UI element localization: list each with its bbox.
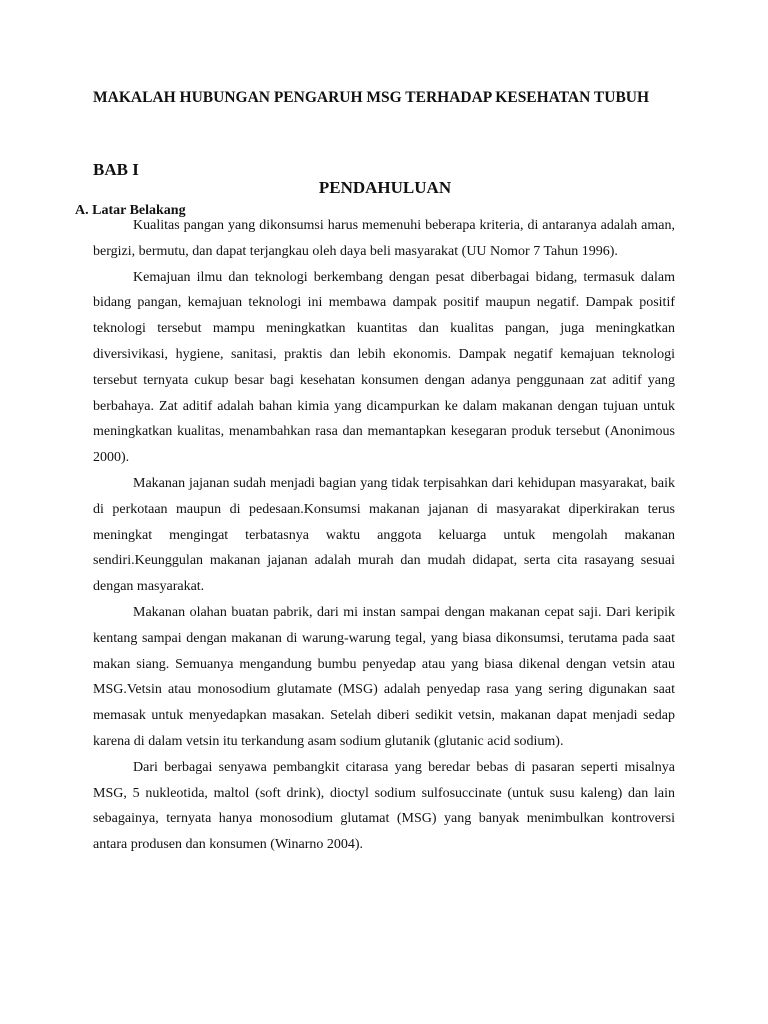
paragraph: Makanan olahan buatan pabrik, dari mi instan sampai dengan makanan cepat saji. Dari keripik kentang sampai dengan makanan di warung-warung tegal, yang biasa dikonsumsi, terutama pada saat makan siang. Semuanya mengandung bumbu penyedap atau yang biasa dikenal dengan vetsin atau MSG.Vetsin atau monosodium glutamate (MSG) adalah penyedap rasa yang sering digunakan saat memasak untuk menyedapkan masakan. Setelah diberi sedikit vetsin, makanan dapat menjadi sedap karena di dalam vetsin itu terkandung asam sodium glutanik (glutanic acid sodium). xyxy=(93,604,675,749)
paragraph: Kualitas pangan yang dikonsumsi harus memenuhi beberapa kriteria, di antaranya adalah aman, bergizi, bermutu, dan dapat terjangkau oleh daya beli masyarakat (UU Nomor 7 Tahun 1996). xyxy=(93,218,675,259)
chapter-title-text: PENDAHULUAN xyxy=(318,178,452,197)
section-heading: A. Latar Belakang xyxy=(75,203,186,218)
document-title: MAKALAH HUBUNGAN PENGARUH MSG TERHADAP KESEHATAN TUBUH xyxy=(93,89,650,106)
document-body xyxy=(93,213,675,858)
paragraph: Kemajuan ilmu dan teknologi berkembang dengan pesat diberbagai bidang, termasuk dalam bidang pangan, kemajuan teknologi ini membawa dampak positif maupun negatif. Dampak positif teknologi tersebut mampu meningkatkan kuantitas dan kualitas pangan, juga meningkatkan diversivikasi, hygiene, sanitasi, praktis dan lebih ekonomis. Dampak negatif kemajuan teknologi tersebut ternyata cukup besar bagi kesehatan konsumen dengan adanya penggunaan zat aditif yang berbahaya. Zat aditif adalah bahan kimia yang dicampurkan ke dalam makanan dengan tujuan untuk meningkatkan kualitas, menambahkan rasa dan memantapkan kesegaran produk tersebut (Anonimous 2000). xyxy=(93,269,675,466)
chapter-title xyxy=(0,178,768,198)
chapter-number: BAB I xyxy=(93,160,139,179)
paragraph: Makanan jajanan sudah menjadi bagian yang tidak terpisahkan dari kehidupan masyarakat, baik di perkotaan maupun di pedesaan.Konsumsi makanan jajanan di masyarakat diperkirakan terus meningkat mengingat terbatasnya waktu anggota keluarga untuk mengolah makanan sendiri.Keunggulan makanan jajanan adalah murah dan mudah didapat, serta cita rasayang sesuai dengan masyarakat. xyxy=(93,475,675,595)
paragraph: Dari berbagai senyawa pembangkit citarasa yang beredar bebas di pasaran seperti misalnya MSG, 5 nukleotida, maltol (soft drink), dioctyl sodium sulfosuccinate (untuk susu kaleng) dan lain sebagainya, ternyata hanya monosodium glutamat (MSG) yang banyak menimbulkan kontroversi antara produsen dan konsumen (Winarno 2004). xyxy=(93,759,675,853)
